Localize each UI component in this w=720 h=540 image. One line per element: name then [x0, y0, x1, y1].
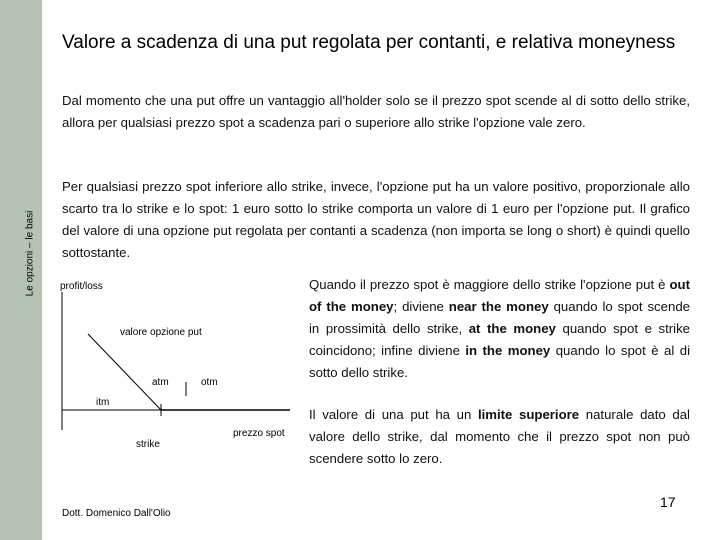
atm-label: atm — [152, 377, 169, 388]
page-number: 17 — [660, 494, 676, 510]
text-segment: quando spot e strike coincidono; infine diviene — [309, 321, 691, 358]
bold-term-otm: out of the money — [309, 277, 690, 314]
value-label: valore opzione put — [120, 327, 202, 338]
strike-label: strike — [136, 439, 160, 450]
diagram-lines — [40, 270, 310, 470]
bold-term-near: near the money — [448, 299, 549, 314]
slide-title: Valore a scadenza di una put regolata per contanti, e relativa moneyness — [62, 32, 676, 53]
paragraph-1: Dal momento che una put offre un vantaggio all'holder solo se il prezzo spot scende al di sotto dello strike, allora per qualsiasi prezzo spot a scadenza pari o superiore allo strike l'opzione vale zero. — [62, 93, 690, 130]
sidebar — [0, 0, 42, 540]
put-payoff-diagram — [40, 270, 310, 470]
paragraph-2: Per qualsiasi prezzo spot inferiore allo strike, invece, l'opzione put ha un valore positivo, proporzionale allo scarto tra lo strike e lo spot: 1 euro sotto lo strike comporta un valore di 1 euro per l'opzione put. Il grafico del valore di una opzione put regolata per contanti a scadenza (non importa se long o short) è quindi quello sottostante. — [62, 179, 690, 260]
text-segment: ; diviene — [393, 299, 449, 314]
y-axis-label: profit/loss — [60, 281, 103, 292]
bold-term-upper-limit: limite superiore — [477, 407, 580, 422]
text-segment: quando lo spot è al di sotto dello strike. — [309, 343, 691, 380]
sidebar-label: Le opzioni – le basi — [24, 210, 36, 297]
otm-label: otm — [201, 377, 218, 388]
text-segment: Il valore di una put ha un — [309, 407, 478, 422]
paragraph-upper-limit — [309, 404, 690, 470]
author-footer: Dott. Domenico Dall'Olio — [62, 508, 171, 519]
x-axis-label: prezzo spot — [233, 428, 285, 439]
bold-term-itm: in the money — [465, 343, 551, 358]
itm-label: itm — [96, 397, 110, 408]
text-segment: quando lo spot scende in prossimità dello strike, — [309, 299, 690, 336]
bold-term-atm: at the money — [468, 321, 556, 336]
paragraph-moneyness — [309, 274, 690, 384]
text-segment: naturale dato dal valore dello strike, dal momento che il prezzo spot non può scendere sotto lo zero. — [309, 407, 690, 466]
text-segment: Quando il prezzo spot è maggiore dello strike l'opzione put è — [309, 277, 670, 292]
